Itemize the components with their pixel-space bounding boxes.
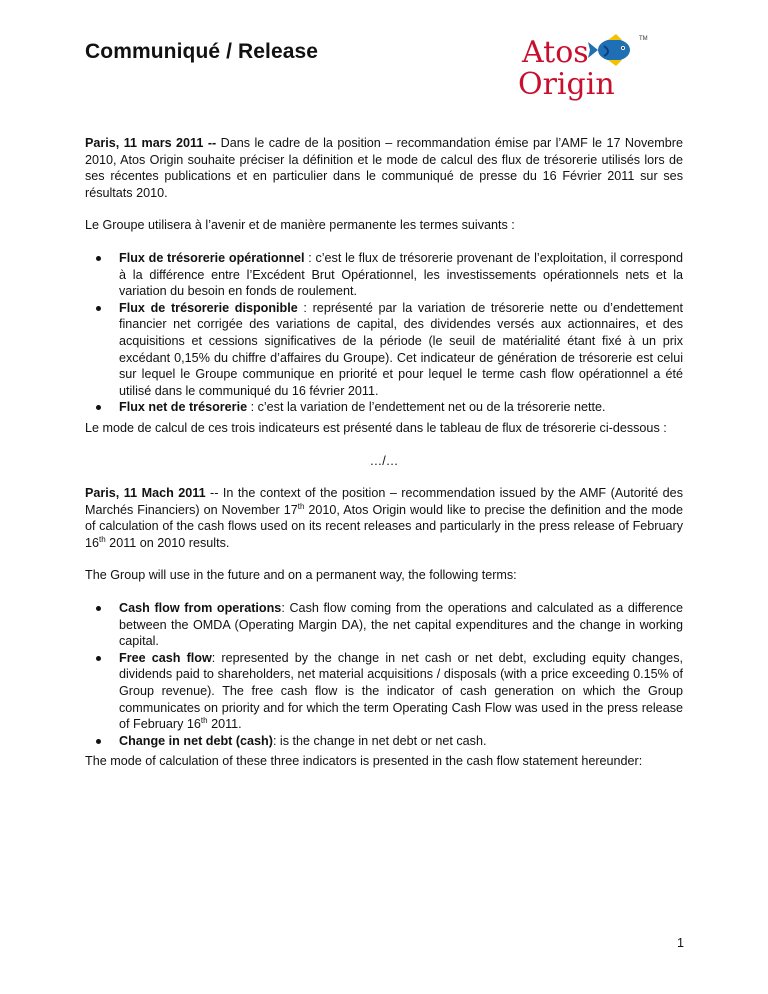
logo-text-atos: Atos xyxy=(522,35,589,70)
bullet-icon xyxy=(96,256,101,261)
logo-trademark: TM xyxy=(639,36,648,42)
fr-calc-paragraph: Le mode de calcul de ces trois indicateurs est présenté dans le tableau de flux de trésorerie ci-dessous : xyxy=(85,420,667,435)
document-body xyxy=(85,135,683,770)
fr-intro-paragraph xyxy=(85,135,683,201)
term-definition: : c’est la variation de l’endettement net ou de la trésorerie nette. xyxy=(247,400,606,415)
en-intro-text-a: -- In the context of the position – recommendation issued by the AMF (Autorité des Marchés Financiers) on November 17 xyxy=(85,486,683,517)
list-item xyxy=(85,733,683,750)
en-terms-list xyxy=(85,600,683,749)
ordinal-suffix: th xyxy=(297,501,305,511)
page-number: 1 xyxy=(676,936,684,950)
en-intro-paragraph xyxy=(85,485,683,551)
list-item xyxy=(85,250,683,300)
logo-text-origin: Origin xyxy=(518,67,615,102)
en-calc-paragraph: The mode of calculation of these three indicators is presented in the cash flow statement hereunder: xyxy=(85,754,643,769)
fr-terms-intro: Le Groupe utilisera à l’avenir et de manière permanente les termes suivants : xyxy=(85,218,515,233)
page-title: Communiqué / Release xyxy=(85,40,319,63)
list-item xyxy=(85,650,683,733)
fr-dateline: Paris, 11 mars 2011 -- xyxy=(85,136,217,150)
term-label: Free cash flow xyxy=(119,650,212,665)
term-label: Change in net debt (cash) xyxy=(119,733,273,748)
term-definition: : Cash flow coming from the operations and calculated as a difference between the OMDA (Operating Margin DA), the net capital expenditures and the change in working capital. xyxy=(119,601,683,649)
term-label: Flux de trésorerie disponible xyxy=(119,300,298,315)
en-dateline: Paris, 11 Mach 2011 xyxy=(85,486,206,501)
term-definition: : represented by the change in net cash or net debt, excluding equity changes, dividends paid to shareholders, net material acquisitions / disposals (with a price exceeding 0.15% of Group revenue). The free cash flow is the indicator of cash generation on which the Group communicates on priority and for which the term Operating Cash Flow was used in the press release of February 16 xyxy=(119,650,683,732)
ordinal-suffix: th xyxy=(99,534,106,544)
ordinal-suffix: th xyxy=(200,716,208,726)
term-definition: : is the change in net debt or net cash. xyxy=(272,733,487,748)
fr-terms-list xyxy=(85,250,683,416)
term-definition: : c’est le flux de trésorerie provenant de l’exploitation, il correspond à la différence entre l’Excédent Brut Opérationnel, les investissements opérationnels nets et la variation du besoin en fonds de roulement. xyxy=(119,250,683,299)
en-terms-intro: The Group will use in the future and on a permanent way, the following terms: xyxy=(85,568,517,583)
bullet-icon xyxy=(96,306,101,311)
en-intro-text-b: 2010, Atos Origin would like to precise the definition and the mode of calculation of the cash flows used on its recent releases and particularly in the press release of February 16 xyxy=(85,502,683,550)
bullet-icon xyxy=(96,405,101,410)
term-label: Flux net de trésorerie xyxy=(119,400,248,415)
term-label: Cash flow from operations xyxy=(119,601,282,616)
en-intro-text-c: 2011 on 2010 results. xyxy=(105,535,230,550)
term-label: Flux de trésorerie opérationnel xyxy=(119,250,305,265)
list-item xyxy=(85,300,683,400)
atos-origin-logo xyxy=(504,22,664,108)
list-item xyxy=(85,399,683,416)
bullet-icon xyxy=(96,656,101,661)
term-definition: : représenté par la variation de trésorerie nette ou d’endettement financier net corrigée des variations de capital, des dividendes versés aux actionnaires, et des acquisitions et cessions significatives de la période (le seuil de matérialité étant fixé à un prix excédant 0,15% du chiffre d’affaires du Groupe). Cet indicateur de génération de trésorerie est celui sur lequel le Groupe communique en priorité et pour lequel le terme cash flow opérationnel a été utilisé dans le communiqué du 16 février 2011. xyxy=(119,300,683,398)
bullet-icon xyxy=(96,739,101,744)
fr-intro-text: Dans le cadre de la position – recommandation émise par l’AMF le 17 Novembre 2010, Atos Origin souhaite préciser la définition et le mode de calcul des flux de trésorerie utilisés lors de ses récentes publications et en particulier dans le communiqué de presse du 16 Février 2011 sur ses résultats 2010. xyxy=(85,136,683,200)
term-definition-end: 2011. xyxy=(207,717,242,732)
section-separator: …/… xyxy=(369,453,399,468)
bullet-icon xyxy=(96,606,101,611)
list-item xyxy=(85,600,683,650)
